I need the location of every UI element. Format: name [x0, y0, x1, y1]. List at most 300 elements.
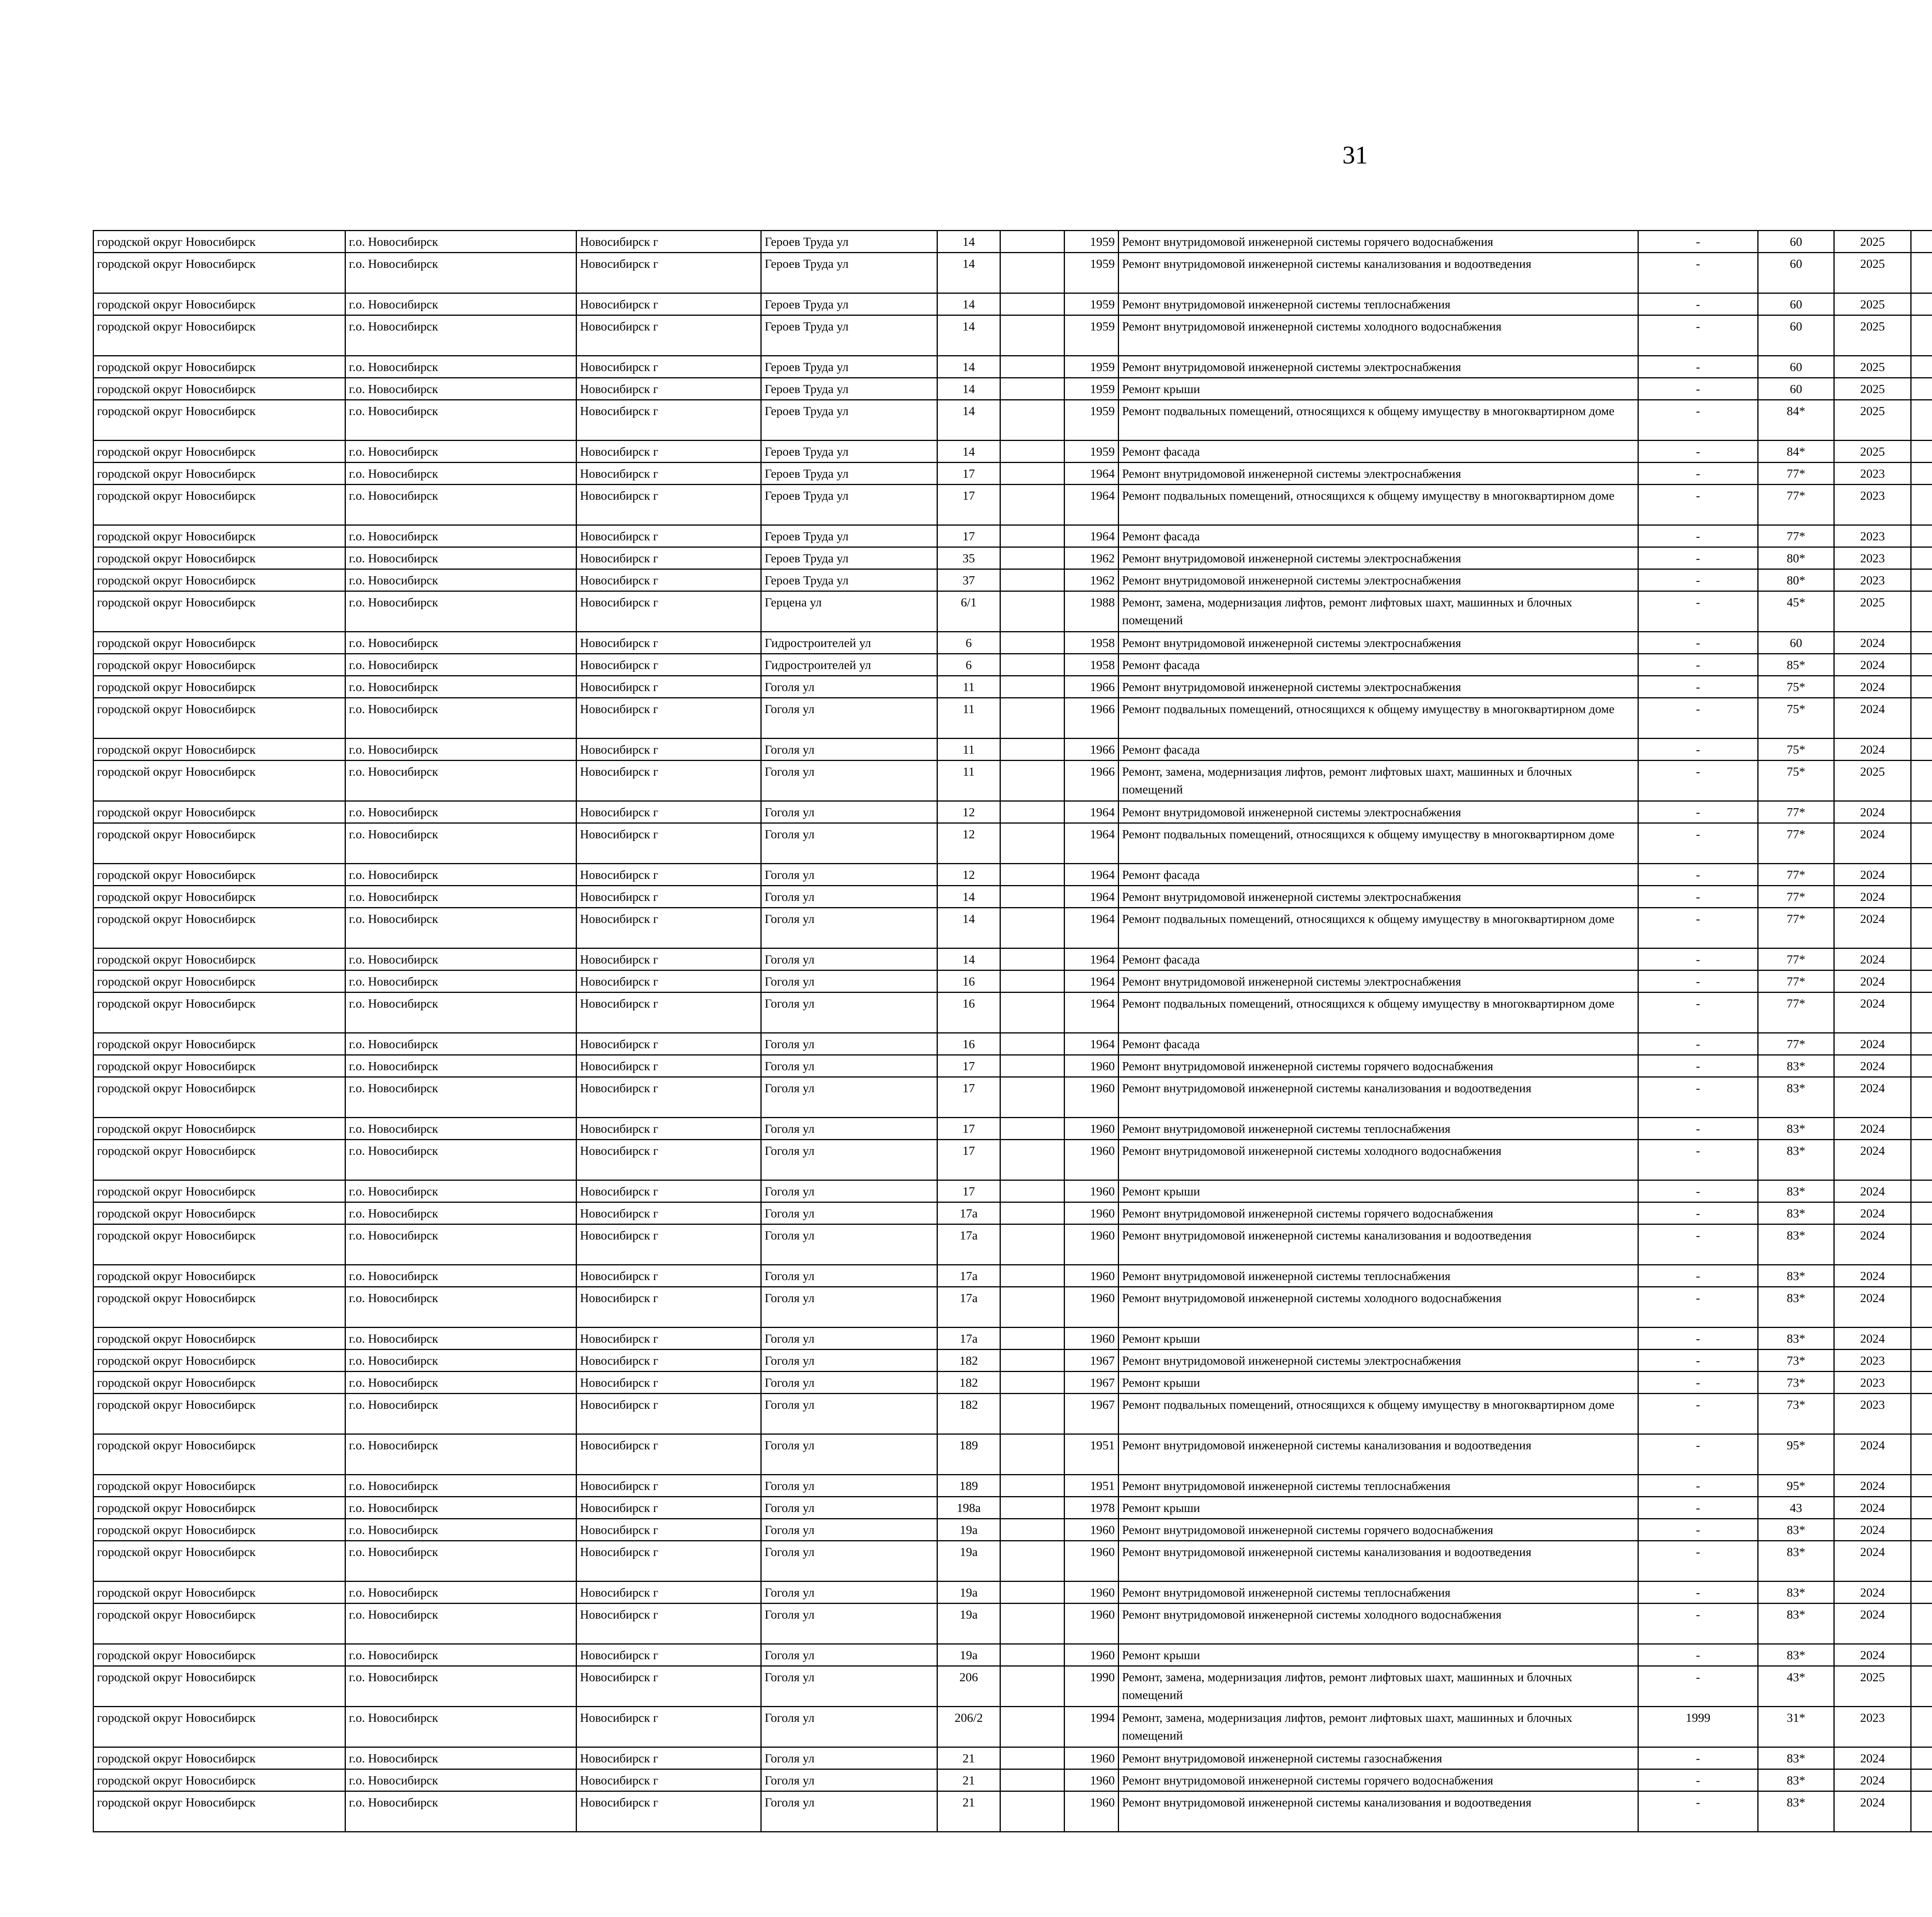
build-year-cell: 1964 — [1065, 993, 1119, 1033]
plan-end-year-cell — [1911, 1497, 1932, 1519]
plan-end-year-cell — [1911, 253, 1932, 293]
locality-cell: Новосибирск г — [577, 801, 761, 823]
plan-end-year-cell — [1911, 698, 1932, 739]
plan-start-year-cell: 2024 — [1834, 1180, 1911, 1202]
table-row — [94, 1180, 1932, 1202]
locality-cell: Новосибирск г — [577, 1140, 761, 1180]
settlement-cell: г.о. Новосибирск — [345, 1140, 577, 1180]
street-cell: Гоголя ул — [761, 1077, 937, 1118]
work-type-cell: Ремонт подвальных помещений, относящихся к общему имуществу в многоквартирном доме — [1119, 698, 1638, 739]
district-cell: городской округ Новосибирск — [94, 739, 345, 761]
wear-percent-cell: 77* — [1758, 823, 1834, 864]
district-cell: городской округ Новосибирск — [94, 1033, 345, 1055]
table-row — [94, 698, 1932, 739]
last-repair-year-cell: - — [1638, 1140, 1758, 1180]
street-cell: Героев Труда ул — [761, 378, 937, 400]
work-type-cell: Ремонт внутридомовой инженерной системы электроснабжения — [1119, 632, 1638, 654]
table-row — [94, 1666, 1932, 1707]
last-repair-year-cell: - — [1638, 525, 1758, 547]
wear-percent-cell: 60 — [1758, 632, 1834, 654]
repair-register-table — [93, 230, 1932, 1832]
settlement-cell: г.о. Новосибирск — [345, 569, 577, 591]
last-repair-year-cell: - — [1638, 1328, 1758, 1350]
wear-percent-cell: 83* — [1758, 1644, 1834, 1666]
locality-cell: Новосибирск г — [577, 1497, 761, 1519]
wear-percent-cell: 83* — [1758, 1582, 1834, 1604]
house-number-cell: 11 — [937, 739, 1000, 761]
building-cell — [1000, 632, 1065, 654]
build-year-cell: 1960 — [1065, 1202, 1119, 1224]
locality-cell: Новосибирск г — [577, 970, 761, 993]
settlement-cell: г.о. Новосибирск — [345, 886, 577, 908]
building-cell — [1000, 547, 1065, 569]
locality-cell: Новосибирск г — [577, 1747, 761, 1769]
last-repair-year-cell: - — [1638, 1475, 1758, 1497]
table-row — [94, 1434, 1932, 1475]
district-cell: городской округ Новосибирск — [94, 1287, 345, 1328]
plan-start-year-cell: 2023 — [1834, 463, 1911, 485]
locality-cell: Новосибирск г — [577, 1434, 761, 1475]
wear-percent-cell: 85* — [1758, 654, 1834, 676]
work-type-cell: Ремонт внутридомовой инженерной системы горячего водоснабжения — [1119, 1202, 1638, 1224]
settlement-cell: г.о. Новосибирск — [345, 525, 577, 547]
house-number-cell: 11 — [937, 698, 1000, 739]
house-number-cell: 11 — [937, 761, 1000, 801]
street-cell: Гоголя ул — [761, 886, 937, 908]
street-cell: Гоголя ул — [761, 1475, 937, 1497]
plan-start-year-cell: 2025 — [1834, 356, 1911, 378]
last-repair-year-cell: - — [1638, 378, 1758, 400]
district-cell: городской округ Новосибирск — [94, 1118, 345, 1140]
build-year-cell: 1959 — [1065, 378, 1119, 400]
street-cell: Гоголя ул — [761, 801, 937, 823]
building-cell — [1000, 463, 1065, 485]
work-type-cell: Ремонт внутридомовой инженерной системы канализования и водоотведения — [1119, 1791, 1638, 1832]
plan-start-year-cell: 2025 — [1834, 1666, 1911, 1707]
house-number-cell: 206/2 — [937, 1707, 1000, 1747]
work-type-cell: Ремонт подвальных помещений, относящихся к общему имуществу в многоквартирном доме — [1119, 993, 1638, 1033]
table-row — [94, 253, 1932, 293]
street-cell: Гоголя ул — [761, 1747, 937, 1769]
house-number-cell: 35 — [937, 547, 1000, 569]
last-repair-year-cell: - — [1638, 1582, 1758, 1604]
locality-cell: Новосибирск г — [577, 1033, 761, 1055]
house-number-cell: 16 — [937, 993, 1000, 1033]
plan-end-year-cell — [1911, 1791, 1932, 1832]
street-cell: Гоголя ул — [761, 1180, 937, 1202]
district-cell: городской округ Новосибирск — [94, 1140, 345, 1180]
last-repair-year-cell: - — [1638, 231, 1758, 253]
work-type-cell: Ремонт внутридомовой инженерной системы горячего водоснабжения — [1119, 1055, 1638, 1077]
plan-start-year-cell: 2025 — [1834, 591, 1911, 632]
table-row — [94, 1202, 1932, 1224]
plan-start-year-cell: 2023 — [1834, 485, 1911, 525]
district-cell: городской округ Новосибирск — [94, 698, 345, 739]
table-row — [94, 525, 1932, 547]
work-type-cell: Ремонт внутридомовой инженерной системы теплоснабжения — [1119, 293, 1638, 315]
building-cell — [1000, 823, 1065, 864]
plan-end-year-cell — [1911, 1475, 1932, 1497]
building-cell — [1000, 378, 1065, 400]
last-repair-year-cell: - — [1638, 1055, 1758, 1077]
table-row — [94, 441, 1932, 463]
street-cell: Гоголя ул — [761, 970, 937, 993]
plan-start-year-cell: 2024 — [1834, 1434, 1911, 1475]
district-cell: городской округ Новосибирск — [94, 547, 345, 569]
locality-cell: Новосибирск г — [577, 591, 761, 632]
work-type-cell: Ремонт подвальных помещений, относящихся к общему имуществу в многоквартирном доме — [1119, 1394, 1638, 1434]
house-number-cell: 189 — [937, 1475, 1000, 1497]
district-cell: городской округ Новосибирск — [94, 948, 345, 970]
plan-start-year-cell: 2024 — [1834, 1604, 1911, 1644]
plan-end-year-cell — [1911, 315, 1932, 356]
wear-percent-cell: 83* — [1758, 1265, 1834, 1287]
house-number-cell: 19а — [937, 1541, 1000, 1582]
locality-cell: Новосибирск г — [577, 1202, 761, 1224]
table-row — [94, 948, 1932, 970]
locality-cell: Новосибирск г — [577, 864, 761, 886]
table-row — [94, 463, 1932, 485]
plan-end-year-cell — [1911, 293, 1932, 315]
build-year-cell: 1951 — [1065, 1434, 1119, 1475]
house-number-cell: 189 — [937, 1434, 1000, 1475]
last-repair-year-cell: - — [1638, 698, 1758, 739]
build-year-cell: 1966 — [1065, 739, 1119, 761]
wear-percent-cell: 43* — [1758, 1666, 1834, 1707]
last-repair-year-cell: - — [1638, 253, 1758, 293]
house-number-cell: 21 — [937, 1791, 1000, 1832]
building-cell — [1000, 1350, 1065, 1372]
street-cell: Героев Труда ул — [761, 463, 937, 485]
table-row — [94, 970, 1932, 993]
build-year-cell: 1966 — [1065, 761, 1119, 801]
house-number-cell: 6 — [937, 654, 1000, 676]
table-row — [94, 801, 1932, 823]
wear-percent-cell: 77* — [1758, 1033, 1834, 1055]
build-year-cell: 1964 — [1065, 970, 1119, 993]
wear-percent-cell: 83* — [1758, 1328, 1834, 1350]
building-cell — [1000, 948, 1065, 970]
work-type-cell: Ремонт внутридомовой инженерной системы электроснабжения — [1119, 569, 1638, 591]
street-cell: Гоголя ул — [761, 1055, 937, 1077]
plan-start-year-cell: 2023 — [1834, 1350, 1911, 1372]
work-type-cell: Ремонт фасада — [1119, 654, 1638, 676]
wear-percent-cell: 83* — [1758, 1287, 1834, 1328]
build-year-cell: 1960 — [1065, 1055, 1119, 1077]
work-type-cell: Ремонт внутридомовой инженерной системы электроснабжения — [1119, 547, 1638, 569]
last-repair-year-cell: - — [1638, 993, 1758, 1033]
street-cell: Гоголя ул — [761, 1118, 937, 1140]
work-type-cell: Ремонт фасада — [1119, 525, 1638, 547]
district-cell: городской округ Новосибирск — [94, 315, 345, 356]
street-cell: Героев Труда ул — [761, 441, 937, 463]
district-cell: городской округ Новосибирск — [94, 1769, 345, 1791]
street-cell: Героев Труда ул — [761, 231, 937, 253]
district-cell: городской округ Новосибирск — [94, 591, 345, 632]
last-repair-year-cell: - — [1638, 654, 1758, 676]
street-cell: Гоголя ул — [761, 1202, 937, 1224]
wear-percent-cell: 77* — [1758, 525, 1834, 547]
building-cell — [1000, 1180, 1065, 1202]
wear-percent-cell: 83* — [1758, 1769, 1834, 1791]
plan-start-year-cell: 2024 — [1834, 1140, 1911, 1180]
build-year-cell: 1960 — [1065, 1644, 1119, 1666]
build-year-cell: 1990 — [1065, 1666, 1119, 1707]
build-year-cell: 1959 — [1065, 253, 1119, 293]
building-cell — [1000, 739, 1065, 761]
build-year-cell: 1959 — [1065, 315, 1119, 356]
house-number-cell: 12 — [937, 864, 1000, 886]
building-cell — [1000, 569, 1065, 591]
street-cell: Гоголя ул — [761, 676, 937, 698]
build-year-cell: 1951 — [1065, 1475, 1119, 1497]
table-row — [94, 676, 1932, 698]
plan-end-year-cell — [1911, 356, 1932, 378]
table-row — [94, 1519, 1932, 1541]
locality-cell: Новосибирск г — [577, 1519, 761, 1541]
locality-cell: Новосибирск г — [577, 485, 761, 525]
locality-cell: Новосибирск г — [577, 1350, 761, 1372]
wear-percent-cell: 45* — [1758, 591, 1834, 632]
build-year-cell: 1964 — [1065, 823, 1119, 864]
house-number-cell: 21 — [937, 1769, 1000, 1791]
locality-cell: Новосибирск г — [577, 1055, 761, 1077]
district-cell: городской округ Новосибирск — [94, 1180, 345, 1202]
settlement-cell: г.о. Новосибирск — [345, 698, 577, 739]
locality-cell: Новосибирск г — [577, 463, 761, 485]
street-cell: Герцена ул — [761, 591, 937, 632]
work-type-cell: Ремонт внутридомовой инженерной системы электроснабжения — [1119, 356, 1638, 378]
plan-end-year-cell — [1911, 1372, 1932, 1394]
build-year-cell: 1960 — [1065, 1265, 1119, 1287]
plan-end-year-cell — [1911, 1140, 1932, 1180]
work-type-cell: Ремонт внутридомовой инженерной системы электроснабжения — [1119, 970, 1638, 993]
build-year-cell: 1960 — [1065, 1118, 1119, 1140]
plan-start-year-cell: 2025 — [1834, 761, 1911, 801]
district-cell: городской округ Новосибирск — [94, 1644, 345, 1666]
settlement-cell: г.о. Новосибирск — [345, 1747, 577, 1769]
plan-start-year-cell: 2025 — [1834, 315, 1911, 356]
house-number-cell: 17 — [937, 1180, 1000, 1202]
settlement-cell: г.о. Новосибирск — [345, 676, 577, 698]
plan-end-year-cell — [1911, 1747, 1932, 1769]
building-cell — [1000, 676, 1065, 698]
plan-end-year-cell — [1911, 441, 1932, 463]
district-cell: городской округ Новосибирск — [94, 1328, 345, 1350]
district-cell: городской округ Новосибирск — [94, 441, 345, 463]
street-cell: Гоголя ул — [761, 1033, 937, 1055]
wear-percent-cell: 77* — [1758, 485, 1834, 525]
table-row — [94, 378, 1932, 400]
district-cell: городской округ Новосибирск — [94, 1519, 345, 1541]
building-cell — [1000, 970, 1065, 993]
build-year-cell: 1964 — [1065, 463, 1119, 485]
settlement-cell: г.о. Новосибирск — [345, 948, 577, 970]
locality-cell: Новосибирск г — [577, 378, 761, 400]
work-type-cell: Ремонт фасада — [1119, 948, 1638, 970]
building-cell — [1000, 525, 1065, 547]
building-cell — [1000, 1747, 1065, 1769]
wear-percent-cell: 77* — [1758, 908, 1834, 948]
locality-cell: Новосибирск г — [577, 886, 761, 908]
street-cell: Гоголя ул — [761, 1350, 937, 1372]
work-type-cell: Ремонт крыши — [1119, 1497, 1638, 1519]
plan-start-year-cell: 2023 — [1834, 525, 1911, 547]
last-repair-year-cell: - — [1638, 632, 1758, 654]
house-number-cell: 19а — [937, 1582, 1000, 1604]
settlement-cell: г.о. Новосибирск — [345, 801, 577, 823]
last-repair-year-cell: - — [1638, 463, 1758, 485]
last-repair-year-cell: - — [1638, 1791, 1758, 1832]
table-row — [94, 1791, 1932, 1832]
table-row — [94, 1644, 1932, 1666]
house-number-cell: 6 — [937, 632, 1000, 654]
last-repair-year-cell: - — [1638, 1394, 1758, 1434]
wear-percent-cell: 83* — [1758, 1202, 1834, 1224]
building-cell — [1000, 293, 1065, 315]
district-cell: городской округ Новосибирск — [94, 1666, 345, 1707]
settlement-cell: г.о. Новосибирск — [345, 463, 577, 485]
building-cell — [1000, 654, 1065, 676]
plan-end-year-cell — [1911, 1033, 1932, 1055]
settlement-cell: г.о. Новосибирск — [345, 1033, 577, 1055]
work-type-cell: Ремонт внутридомовой инженерной системы горячего водоснабжения — [1119, 231, 1638, 253]
district-cell: городской округ Новосибирск — [94, 1394, 345, 1434]
last-repair-year-cell: - — [1638, 1180, 1758, 1202]
locality-cell: Новосибирск г — [577, 441, 761, 463]
build-year-cell: 1960 — [1065, 1140, 1119, 1180]
district-cell: городской округ Новосибирск — [94, 356, 345, 378]
build-year-cell: 1959 — [1065, 231, 1119, 253]
house-number-cell: 12 — [937, 823, 1000, 864]
work-type-cell: Ремонт подвальных помещений, относящихся к общему имуществу в многоквартирном доме — [1119, 400, 1638, 441]
work-type-cell: Ремонт фасада — [1119, 739, 1638, 761]
locality-cell: Новосибирск г — [577, 400, 761, 441]
plan-end-year-cell — [1911, 1769, 1932, 1791]
last-repair-year-cell: - — [1638, 1265, 1758, 1287]
work-type-cell: Ремонт, замена, модернизация лифтов, ремонт лифтовых шахт, машинных и блочных помещений — [1119, 1666, 1638, 1707]
plan-end-year-cell — [1911, 547, 1932, 569]
building-cell — [1000, 1434, 1065, 1475]
locality-cell: Новосибирск г — [577, 1769, 761, 1791]
street-cell: Гоголя ул — [761, 1541, 937, 1582]
wear-percent-cell: 43 — [1758, 1497, 1834, 1519]
table-row — [94, 356, 1932, 378]
last-repair-year-cell: - — [1638, 739, 1758, 761]
locality-cell: Новосибирск г — [577, 948, 761, 970]
work-type-cell: Ремонт фасада — [1119, 1033, 1638, 1055]
settlement-cell: г.о. Новосибирск — [345, 1118, 577, 1140]
plan-end-year-cell — [1911, 1055, 1932, 1077]
plan-start-year-cell: 2024 — [1834, 1202, 1911, 1224]
building-cell — [1000, 864, 1065, 886]
work-type-cell: Ремонт крыши — [1119, 1644, 1638, 1666]
last-repair-year-cell: - — [1638, 1434, 1758, 1475]
building-cell — [1000, 1604, 1065, 1644]
house-number-cell: 17 — [937, 1118, 1000, 1140]
work-type-cell: Ремонт внутридомовой инженерной системы электроснабжения — [1119, 463, 1638, 485]
house-number-cell: 182 — [937, 1394, 1000, 1434]
building-cell — [1000, 761, 1065, 801]
wear-percent-cell: 75* — [1758, 676, 1834, 698]
work-type-cell: Ремонт внутридомовой инженерной системы канализования и водоотведения — [1119, 253, 1638, 293]
table-row — [94, 569, 1932, 591]
build-year-cell: 1959 — [1065, 441, 1119, 463]
plan-end-year-cell — [1911, 823, 1932, 864]
table-row — [94, 1033, 1932, 1055]
house-number-cell: 19а — [937, 1604, 1000, 1644]
plan-end-year-cell — [1911, 886, 1932, 908]
district-cell: городской округ Новосибирск — [94, 378, 345, 400]
plan-start-year-cell: 2024 — [1834, 1519, 1911, 1541]
house-number-cell: 17 — [937, 485, 1000, 525]
plan-start-year-cell: 2024 — [1834, 1747, 1911, 1769]
last-repair-year-cell: - — [1638, 1372, 1758, 1394]
wear-percent-cell: 60 — [1758, 231, 1834, 253]
plan-end-year-cell — [1911, 1666, 1932, 1707]
street-cell: Героев Труда ул — [761, 293, 937, 315]
table-row — [94, 485, 1932, 525]
settlement-cell: г.о. Новосибирск — [345, 1202, 577, 1224]
district-cell: городской округ Новосибирск — [94, 1747, 345, 1769]
building-cell — [1000, 1644, 1065, 1666]
locality-cell: Новосибирск г — [577, 1224, 761, 1265]
plan-end-year-cell — [1911, 463, 1932, 485]
plan-end-year-cell — [1911, 1394, 1932, 1434]
work-type-cell: Ремонт, замена, модернизация лифтов, ремонт лифтовых шахт, машинных и блочных помещений — [1119, 761, 1638, 801]
settlement-cell: г.о. Новосибирск — [345, 654, 577, 676]
settlement-cell: г.о. Новосибирск — [345, 1434, 577, 1475]
street-cell: Гоголя ул — [761, 1644, 937, 1666]
house-number-cell: 19а — [937, 1644, 1000, 1666]
plan-start-year-cell: 2024 — [1834, 823, 1911, 864]
plan-start-year-cell: 2024 — [1834, 864, 1911, 886]
plan-start-year-cell: 2024 — [1834, 993, 1911, 1033]
locality-cell: Новосибирск г — [577, 253, 761, 293]
settlement-cell: г.о. Новосибирск — [345, 485, 577, 525]
street-cell: Гоголя ул — [761, 864, 937, 886]
last-repair-year-cell: - — [1638, 1769, 1758, 1791]
house-number-cell: 17а — [937, 1202, 1000, 1224]
build-year-cell: 1960 — [1065, 1747, 1119, 1769]
table-row — [94, 1372, 1932, 1394]
settlement-cell: г.о. Новосибирск — [345, 1055, 577, 1077]
wear-percent-cell: 73* — [1758, 1394, 1834, 1434]
district-cell: городской округ Новосибирск — [94, 1475, 345, 1497]
settlement-cell: г.о. Новосибирск — [345, 591, 577, 632]
last-repair-year-cell: - — [1638, 356, 1758, 378]
last-repair-year-cell: - — [1638, 1224, 1758, 1265]
work-type-cell: Ремонт внутридомовой инженерной системы теплоснабжения — [1119, 1475, 1638, 1497]
settlement-cell: г.о. Новосибирск — [345, 1519, 577, 1541]
plan-start-year-cell: 2025 — [1834, 400, 1911, 441]
building-cell — [1000, 1202, 1065, 1224]
table-row — [94, 908, 1932, 948]
locality-cell: Новосибирск г — [577, 1328, 761, 1350]
work-type-cell: Ремонт внутридомовой инженерной системы канализования и водоотведения — [1119, 1434, 1638, 1475]
build-year-cell: 1964 — [1065, 948, 1119, 970]
building-cell — [1000, 1224, 1065, 1265]
settlement-cell: г.о. Новосибирск — [345, 1707, 577, 1747]
build-year-cell: 1964 — [1065, 801, 1119, 823]
street-cell: Гоголя ул — [761, 1707, 937, 1747]
plan-end-year-cell — [1911, 1224, 1932, 1265]
wear-percent-cell: 83* — [1758, 1055, 1834, 1077]
district-cell: городской округ Новосибирск — [94, 1791, 345, 1832]
build-year-cell: 1960 — [1065, 1582, 1119, 1604]
settlement-cell: г.о. Новосибирск — [345, 400, 577, 441]
table-row — [94, 231, 1932, 253]
